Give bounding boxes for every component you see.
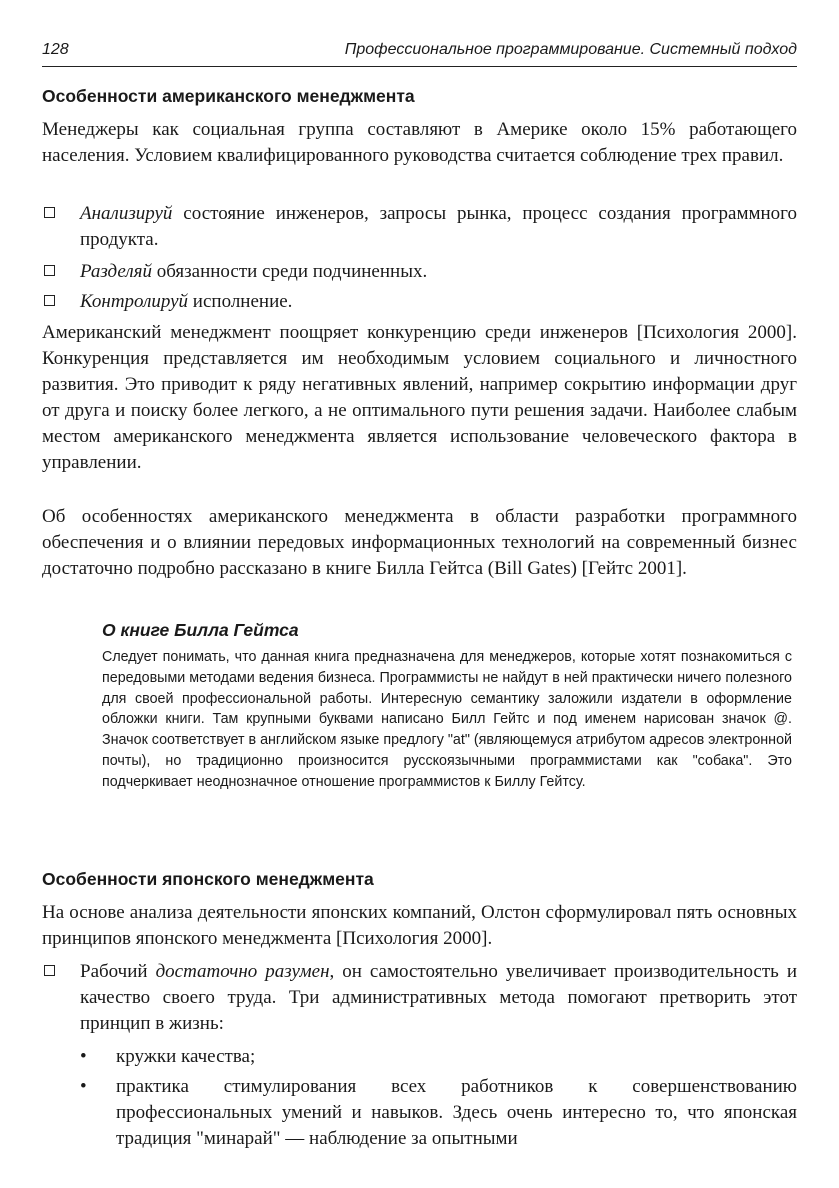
paragraph-bill-gates-book: Об особенностях американского менеджмента в области разработки программного обеспечения и о влиянии передовых информационных технологий на современный бизнес достаточно подробно рассказано в книге Билла Гейтса (Bill Gates) [Гейтс 2001]. bbox=[42, 506, 797, 579]
rule-text: обязанности среди подчиненных. bbox=[151, 261, 428, 282]
rule-text: состояние инженеров, запросы рынка, процесс создания программного продукта. bbox=[80, 203, 797, 250]
note-box bbox=[102, 620, 792, 793]
section-heading-american: Особенности американского менеджмента bbox=[42, 86, 415, 106]
note-title: О книге Билла Гейтса bbox=[102, 620, 299, 640]
list-item-text: практика стимулирования всех работников к совершенствованию профессиональных умений и навыков. Здесь очень интересно то, что японская традиция "минарай" — наблюдение за опытными bbox=[116, 1076, 797, 1149]
paragraph-intro: Менеджеры как социальная группа составляют в Америке около 15% работающего населения. Условием квалифицированного руководства считается соблюдение трех правил. bbox=[42, 119, 797, 166]
page-number: 128 bbox=[42, 41, 69, 58]
running-header bbox=[42, 38, 797, 67]
section-heading-japanese: Особенности японского менеджмента bbox=[42, 869, 374, 889]
checkbox-bullet-icon bbox=[44, 207, 55, 218]
paragraph-competition: Американский менеджмент поощряет конкуренцию среди инженеров [Психология 2000]. Конкуренция представляется им необходимым условием социального и личностного развития. Это приводит к ряду негативных явлений, например сокрытию информации друг от друга и поиску более легкого, а не оптимального пути решения задачи. Наиболее слабым местом американского менеджмента является использование человеческого фактора в управлении. bbox=[42, 322, 797, 473]
list-item-text: кружки качества; bbox=[116, 1046, 256, 1067]
rule-text: исполнение. bbox=[188, 291, 293, 312]
bullet-dot-icon: • bbox=[80, 1046, 87, 1067]
running-title: Профессиональное программирование. Системный подход bbox=[344, 41, 797, 58]
rule-verb: Контролируй bbox=[80, 291, 189, 312]
rule-verb: Анализируй bbox=[80, 203, 173, 224]
paragraph-japanese-intro: На основе анализа деятельности японских компаний, Олстон сформулировал пять основных принципов японского менеджмента [Психология 2000]. bbox=[42, 902, 797, 949]
checkbox-bullet-icon bbox=[44, 295, 55, 306]
principle-italic: достаточно разумен bbox=[155, 961, 330, 982]
checkbox-bullet-icon bbox=[44, 265, 55, 276]
bullet-dot-icon: • bbox=[80, 1076, 87, 1097]
rule-verb: Разделяй bbox=[80, 261, 152, 282]
checkbox-bullet-icon bbox=[44, 965, 55, 976]
principle-text-rest: , он самостоятельно увеличивает производительность и качество своего труда. Три административных метода помогают претворить этот принцип в жизнь: bbox=[80, 961, 797, 1034]
note-body: Следует понимать, что данная книга предназначена для менеджеров, которые хотят познакомиться с передовыми методами ведения бизнеса. Программисты не найдут в ней практически ничего полезного для своей профессиональной работы. Интересную семантику заложили издатели в оформление обложки книги. Там крупными буквами написано Билл Гейтс и под именем нарисован значок @. Значок соответствует в английском языке предлогу "at" (являющемуся атрибутом адресов электронной почты), но традиционно произносится русскоязычными программистами как "собака". Это подчеркивает неоднозначное отношение программистов к Биллу Гейтсу. bbox=[102, 649, 793, 790]
principle-text-start: Рабочий bbox=[80, 961, 156, 982]
